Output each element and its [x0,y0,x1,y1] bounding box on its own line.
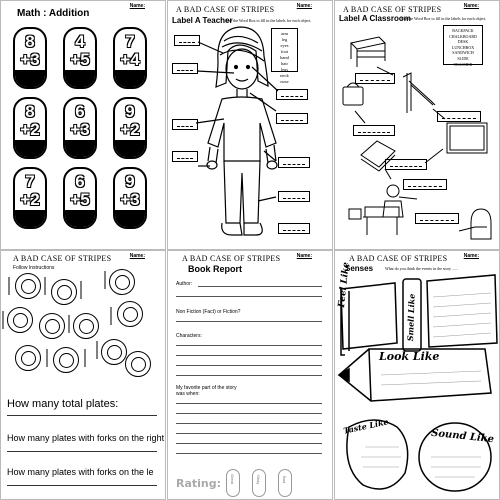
instruction-text: Use the Word Box to fill in the labels for each object. [226,18,312,23]
addend-bottom: +3 [20,50,40,69]
label-blank[interactable] [172,151,198,162]
sense-label-feel: Feel Like [337,261,352,309]
name-label: Name: [463,3,479,9]
field-label: Author: [176,281,193,287]
addend-bottom: +5 [70,190,90,209]
word-box-item: hair [281,61,288,66]
label-blank[interactable] [278,157,310,168]
worksheet-title: Label A Classroom [339,14,411,23]
name-label: Name: [129,253,145,259]
rating-label: Rating: [176,477,222,490]
answer-line[interactable] [7,415,157,416]
worksheet-title: Math : Addition [17,8,90,19]
addend-top: 4 [75,32,85,51]
answer-line[interactable] [176,413,322,414]
answer-area[interactable] [15,210,45,227]
addend-bottom: +2 [120,120,140,139]
answer-line[interactable] [7,485,157,486]
rating-pill-bad[interactable]: Bad [278,469,292,497]
answer-line[interactable] [176,355,322,356]
addend-top: 7 [125,32,135,51]
label-blank[interactable] [278,191,310,202]
answer-area[interactable] [65,210,95,227]
addend-bottom: +3 [70,120,90,139]
worksheet-title: Senses [345,264,374,273]
addend-top: 8 [25,32,35,51]
series-title: A BAD CASE OF STRIPES [343,5,442,14]
label-blank[interactable] [172,63,198,74]
answer-line[interactable] [7,451,157,452]
addition-problem[interactable] [113,27,147,89]
word-box-item: SANDWICH [452,50,474,56]
series-title: A BAD CASE OF STRIPES [349,254,448,263]
word-box-item: legs [280,67,289,72]
answer-area[interactable] [115,70,145,87]
word-box-item: BACKPACK [452,28,474,33]
name-label: Name: [463,253,479,259]
answer-line[interactable] [176,296,322,297]
label-blank[interactable] [385,159,427,170]
label-blank[interactable] [276,113,308,124]
worksheet-title: Follow Instructions [13,265,55,271]
word-box-item: leg [281,37,288,42]
answer-area[interactable] [115,140,145,157]
answer-line[interactable] [176,453,322,454]
addition-problem[interactable] [13,27,47,89]
word-box-item: hand [280,55,289,60]
addition-problem[interactable] [113,97,147,159]
worksheet-title: Label A Teacher [172,16,233,25]
sense-label-look: Look Like [379,350,440,363]
label-blank[interactable] [278,223,310,234]
worksheet-book-report [167,250,333,500]
addend-bottom: +2 [20,190,40,209]
answer-line[interactable] [176,375,322,376]
word-box-item: foot [280,49,289,54]
answer-line[interactable] [176,423,322,424]
label-blank[interactable] [276,89,308,100]
instruction-text: What do you think the events in the story ...... [385,266,458,271]
word-box-item: TEACHER [453,61,473,67]
addition-problem[interactable] [63,167,97,229]
label-blank[interactable] [415,213,459,224]
addition-problem[interactable] [113,167,147,229]
addition-problem[interactable] [13,167,47,229]
answer-line[interactable] [176,403,322,404]
name-label: Name: [296,3,312,9]
worksheet-title: Book Report [188,264,242,274]
question-text: How many plates with forks on the le [7,467,154,477]
worksheet-math-addition [0,0,166,250]
word-box-item: LUNCHBOX [451,44,475,50]
answer-area[interactable] [65,70,95,87]
series-title: A BAD CASE OF STRIPES [13,254,112,263]
question-text: How many total plates: [7,398,119,410]
addend-top: 6 [75,172,85,191]
label-blank[interactable] [403,179,447,190]
word-box-item: CHALKBOARD [449,33,477,39]
sense-label-sound: Sound Like [430,427,495,446]
answer-line[interactable] [176,365,322,366]
addend-bottom: +2 [20,120,40,139]
addend-top: 6 [75,102,85,121]
addition-problem[interactable] [63,97,97,159]
answer-line[interactable] [176,321,322,322]
answer-line[interactable] [176,433,322,434]
word-box-item: SLIDE [457,55,469,61]
answer-area[interactable] [15,140,45,157]
label-blank[interactable] [355,73,395,84]
addend-top: 9 [125,102,135,121]
answer-line[interactable] [176,443,322,444]
sense-label-taste: Taste Like [342,416,390,436]
word-box-item: DESK [457,39,469,45]
name-label: Name: [296,253,312,259]
field-label: Characters: [176,333,202,339]
instruction-text: Use the Word Box to fill in the labels for each object. [401,16,487,21]
field-label: Non Fiction (Fact) or Fiction? [176,309,241,315]
label-blank[interactable] [437,111,481,122]
answer-area[interactable] [15,70,45,87]
rating-pill-okay[interactable]: Okay [252,469,266,497]
addend-bottom: +4 [120,50,140,69]
answer-line[interactable] [176,345,322,346]
series-title: A BAD CASE OF STRIPES [176,5,275,14]
worksheet-label-teacher [167,0,333,250]
label-blank[interactable] [353,125,395,136]
senses-graphic-organizer [335,251,500,500]
worksheet-follow-instructions [0,250,166,500]
addend-bottom: +5 [70,50,90,69]
worksheet-senses [334,250,500,500]
sense-label-smell: Smell Like [405,293,417,342]
answer-area[interactable] [65,140,95,157]
addition-problem[interactable] [63,27,97,89]
answer-line[interactable] [198,286,322,287]
addition-problem[interactable] [13,97,47,159]
label-blank[interactable] [174,35,200,46]
word-box-item: eyes [280,43,289,48]
addend-top: 7 [25,172,35,191]
series-title: A BAD CASE OF STRIPES [182,254,281,263]
word-box-item: nose [280,79,289,84]
addend-bottom: +3 [120,190,140,209]
addend-top: 9 [125,172,135,191]
answer-area[interactable] [115,210,145,227]
question-text: How many plates with forks on the right [7,433,165,443]
word-box-item: arm [281,31,288,36]
label-blank[interactable] [172,119,198,130]
worksheet-label-classroom [334,0,500,250]
field-label: My favorite part of the story was when: [176,385,237,397]
fork-icons [1,251,166,391]
addend-top: 8 [25,102,35,121]
word-box-item: neck [280,73,289,78]
name-label: Name: [129,3,145,9]
rating-pill-great[interactable]: Great [226,469,240,497]
